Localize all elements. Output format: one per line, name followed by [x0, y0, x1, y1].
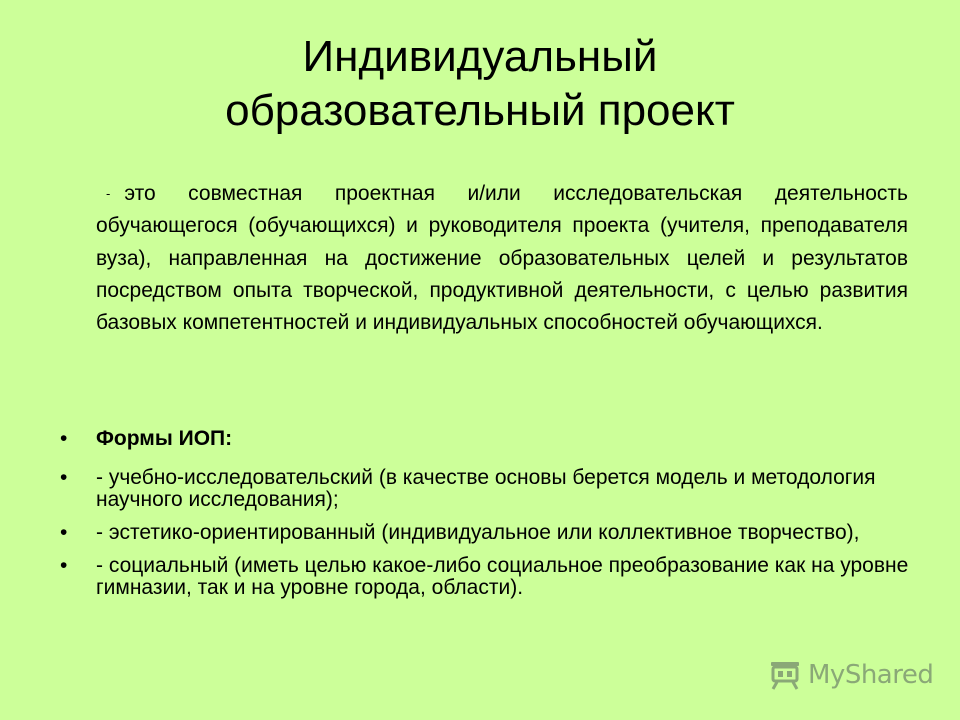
myshared-watermark [768, 657, 934, 693]
list-item [60, 555, 910, 599]
watermark-text: MyShared [808, 660, 934, 690]
forms-heading: Формы ИОП: [96, 427, 233, 450]
forms-list [60, 428, 910, 610]
bullet: • [60, 466, 68, 489]
bullet: • [60, 554, 68, 577]
definition-text: это совместная проектная и/или исследовательская деятельность обучающегося (обучающихся) и руководителя проекта (учителя, преподавателя вуза), направленная на достижение образовательных целей и результатов посредством опыта творческой, продуктивной деятельности, с целью развития базовых компетентностей и индивидуальных способностей обучающихся. [96, 182, 908, 335]
definition-dash: - [106, 186, 111, 201]
form-item-text: - социальный (иметь целью какое-либо социальное преобразование как на уровне гимназии, так и на уровне города, области). [96, 554, 909, 599]
title-line-1: Индивидуальный [302, 32, 658, 81]
title-line-2: образовательный проект [225, 86, 735, 135]
bullet: • [60, 521, 68, 544]
form-item-text: - эстетико-ориентированный (индивидуальное или коллективное творчество), [96, 521, 860, 544]
projector-icon [768, 660, 802, 690]
forms-heading-item [60, 428, 910, 450]
bullet: • [60, 427, 68, 450]
list-item [60, 467, 910, 511]
form-item-text: - учебно-исследовательский (в качестве основы берется модель и методология научного исследования); [96, 466, 876, 511]
slide-title [80, 30, 880, 138]
definition-paragraph [96, 178, 908, 339]
list-item [60, 522, 910, 544]
